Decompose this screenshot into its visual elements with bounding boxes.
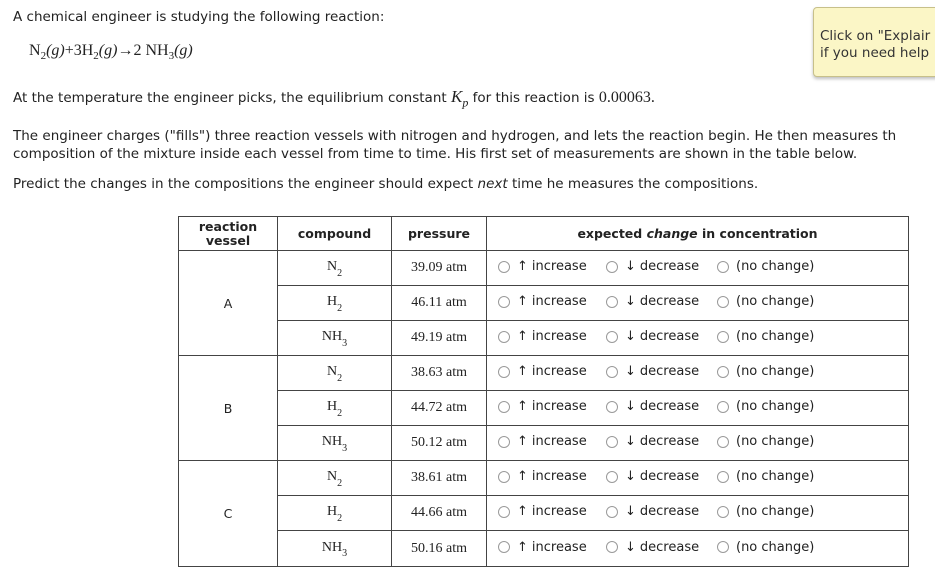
increase-option[interactable]: ↑ increase bbox=[498, 259, 606, 274]
no-change-option[interactable]: (no change) bbox=[717, 399, 814, 414]
no-change-radio[interactable] bbox=[717, 471, 729, 483]
equilibrium-constant-statement: At the temperature the engineer picks, the equilibrium constant $K_p$ for this reaction is 0.00063. bbox=[13, 87, 655, 110]
up-arrow-icon: ↑ bbox=[517, 434, 528, 450]
decrease-radio[interactable] bbox=[606, 296, 618, 308]
compound-cell: $NH_3$ bbox=[278, 321, 392, 356]
no-change-radio[interactable] bbox=[717, 541, 729, 553]
table-row bbox=[179, 321, 909, 356]
increase-radio[interactable] bbox=[498, 506, 510, 518]
change-options bbox=[487, 321, 909, 356]
decrease-radio[interactable] bbox=[606, 436, 618, 448]
table-row bbox=[179, 356, 909, 391]
vessel-label: C bbox=[179, 461, 278, 567]
compound-cell: $N_2$ bbox=[278, 356, 392, 391]
no-change-radio[interactable] bbox=[717, 366, 729, 378]
decrease-option[interactable]: ↓ decrease bbox=[606, 259, 717, 274]
decrease-radio[interactable] bbox=[606, 261, 618, 273]
pressure-cell: 49.19 atm bbox=[392, 321, 487, 356]
up-arrow-icon: ↑ bbox=[517, 469, 528, 485]
decrease-option[interactable]: ↓ decrease bbox=[606, 434, 717, 449]
table-row bbox=[179, 251, 909, 286]
increase-option[interactable]: ↑ increase bbox=[498, 399, 606, 414]
no-change-radio[interactable] bbox=[717, 261, 729, 273]
change-options bbox=[487, 496, 909, 531]
increase-option[interactable]: ↑ increase bbox=[498, 469, 606, 484]
increase-option[interactable]: ↑ increase bbox=[498, 329, 606, 344]
compound-cell: $NH_3$ bbox=[278, 426, 392, 461]
no-change-option[interactable]: (no change) bbox=[717, 469, 814, 484]
increase-radio[interactable] bbox=[498, 436, 510, 448]
table-row bbox=[179, 426, 909, 461]
change-options bbox=[487, 461, 909, 496]
pressure-cell: 44.72 atm bbox=[392, 391, 487, 426]
header-pressure: pressure bbox=[392, 217, 487, 251]
change-options bbox=[487, 286, 909, 321]
intro-text: A chemical engineer is studying the following reaction: bbox=[13, 9, 385, 25]
increase-radio[interactable] bbox=[498, 331, 510, 343]
no-change-option[interactable]: (no change) bbox=[717, 364, 814, 379]
change-options bbox=[487, 356, 909, 391]
decrease-option[interactable]: ↓ decrease bbox=[606, 540, 717, 555]
measurement-table bbox=[178, 216, 909, 567]
increase-radio[interactable] bbox=[498, 366, 510, 378]
no-change-radio[interactable] bbox=[717, 506, 729, 518]
no-change-option[interactable]: (no change) bbox=[717, 540, 814, 555]
down-arrow-icon: ↓ bbox=[625, 504, 636, 520]
decrease-option[interactable]: ↓ decrease bbox=[606, 469, 717, 484]
decrease-radio[interactable] bbox=[606, 506, 618, 518]
no-change-radio[interactable] bbox=[717, 296, 729, 308]
compound-cell: $H_2$ bbox=[278, 286, 392, 321]
table-row bbox=[179, 286, 909, 321]
table-row bbox=[179, 531, 909, 567]
compound-cell: $N_2$ bbox=[278, 251, 392, 286]
increase-option[interactable]: ↑ increase bbox=[498, 504, 606, 519]
pressure-cell: 44.66 atm bbox=[392, 496, 487, 531]
vessel-label: A bbox=[179, 251, 278, 356]
increase-radio[interactable] bbox=[498, 401, 510, 413]
no-change-radio[interactable] bbox=[717, 401, 729, 413]
table-row bbox=[179, 496, 909, 531]
decrease-radio[interactable] bbox=[606, 331, 618, 343]
table-row bbox=[179, 461, 909, 496]
up-arrow-icon: ↑ bbox=[517, 539, 528, 555]
no-change-option[interactable]: (no change) bbox=[717, 329, 814, 344]
up-arrow-icon: ↑ bbox=[517, 364, 528, 380]
decrease-radio[interactable] bbox=[606, 366, 618, 378]
pressure-cell: 46.11 atm bbox=[392, 286, 487, 321]
down-arrow-icon: ↓ bbox=[625, 294, 636, 310]
change-options bbox=[487, 391, 909, 426]
down-arrow-icon: ↓ bbox=[625, 329, 636, 345]
no-change-radio[interactable] bbox=[717, 331, 729, 343]
decrease-option[interactable]: ↓ decrease bbox=[606, 504, 717, 519]
no-change-radio[interactable] bbox=[717, 436, 729, 448]
predict-instruction: Predict the changes in the compositions the engineer should expect next time he measures the compositions. bbox=[13, 176, 759, 192]
compound-cell: $NH_3$ bbox=[278, 531, 392, 567]
increase-radio[interactable] bbox=[498, 541, 510, 553]
kp-symbol: $K_p$ bbox=[450, 87, 469, 110]
vessel-label: B bbox=[179, 356, 278, 461]
pressure-cell: 38.63 atm bbox=[392, 356, 487, 391]
compound-cell: $H_2$ bbox=[278, 391, 392, 426]
up-arrow-icon: ↑ bbox=[517, 399, 528, 415]
compound-cell: $H_2$ bbox=[278, 496, 392, 531]
change-options bbox=[487, 251, 909, 286]
pressure-cell: 50.12 atm bbox=[392, 426, 487, 461]
decrease-option[interactable]: ↓ decrease bbox=[606, 329, 717, 344]
no-change-option[interactable]: (no change) bbox=[717, 504, 814, 519]
header-expected-change: expected change in concentration bbox=[487, 217, 909, 251]
down-arrow-icon: ↓ bbox=[625, 364, 636, 380]
explain-hint-box[interactable] bbox=[813, 7, 935, 77]
reaction-equation: $N_2(g)+3H_2(g)\to 2$ $NH_3(g)$ bbox=[29, 42, 193, 63]
pressure-cell: 50.16 atm bbox=[392, 531, 487, 567]
down-arrow-icon: ↓ bbox=[625, 259, 636, 275]
no-change-option[interactable]: (no change) bbox=[717, 259, 814, 274]
increase-option[interactable]: ↑ increase bbox=[498, 540, 606, 555]
change-options bbox=[487, 531, 909, 567]
pressure-cell: 38.61 atm bbox=[392, 461, 487, 496]
hint-line-1: Click on "Explair bbox=[820, 28, 931, 44]
increase-radio[interactable] bbox=[498, 471, 510, 483]
decrease-radio[interactable] bbox=[606, 541, 618, 553]
up-arrow-icon: ↑ bbox=[517, 294, 528, 310]
up-arrow-icon: ↑ bbox=[517, 504, 528, 520]
decrease-radio[interactable] bbox=[606, 471, 618, 483]
decrease-option[interactable]: ↓ decrease bbox=[606, 364, 717, 379]
down-arrow-icon: ↓ bbox=[625, 399, 636, 415]
down-arrow-icon: ↓ bbox=[625, 539, 636, 555]
increase-option[interactable]: ↑ increase bbox=[498, 434, 606, 449]
hint-line-2: if you need help bbox=[820, 45, 930, 61]
pressure-cell: 39.09 atm bbox=[392, 251, 487, 286]
header-compound: compound bbox=[278, 217, 392, 251]
decrease-option[interactable]: ↓ decrease bbox=[606, 294, 717, 309]
no-change-option[interactable]: (no change) bbox=[717, 294, 814, 309]
decrease-option[interactable]: ↓ decrease bbox=[606, 399, 717, 414]
no-change-option[interactable]: (no change) bbox=[717, 434, 814, 449]
change-options bbox=[487, 426, 909, 461]
decrease-radio[interactable] bbox=[606, 401, 618, 413]
up-arrow-icon: ↑ bbox=[517, 259, 528, 275]
increase-radio[interactable] bbox=[498, 261, 510, 273]
problem-paragraph: The engineer charges ("fills") three reaction vessels with nitrogen and hydrogen, and lets the reaction begin. He then measures th composition of the mixture inside each vessel from time to time. His first set of measurements are shown in the table below. bbox=[13, 128, 897, 162]
down-arrow-icon: ↓ bbox=[625, 469, 636, 485]
increase-option[interactable]: ↑ increase bbox=[498, 364, 606, 379]
increase-radio[interactable] bbox=[498, 296, 510, 308]
increase-option[interactable]: ↑ increase bbox=[498, 294, 606, 309]
down-arrow-icon: ↓ bbox=[625, 434, 636, 450]
table-row bbox=[179, 391, 909, 426]
compound-cell: $N_2$ bbox=[278, 461, 392, 496]
kp-value: 0.00063. bbox=[598, 89, 655, 106]
header-reaction-vessel: reaction vessel bbox=[179, 217, 278, 251]
up-arrow-icon: ↑ bbox=[517, 329, 528, 345]
